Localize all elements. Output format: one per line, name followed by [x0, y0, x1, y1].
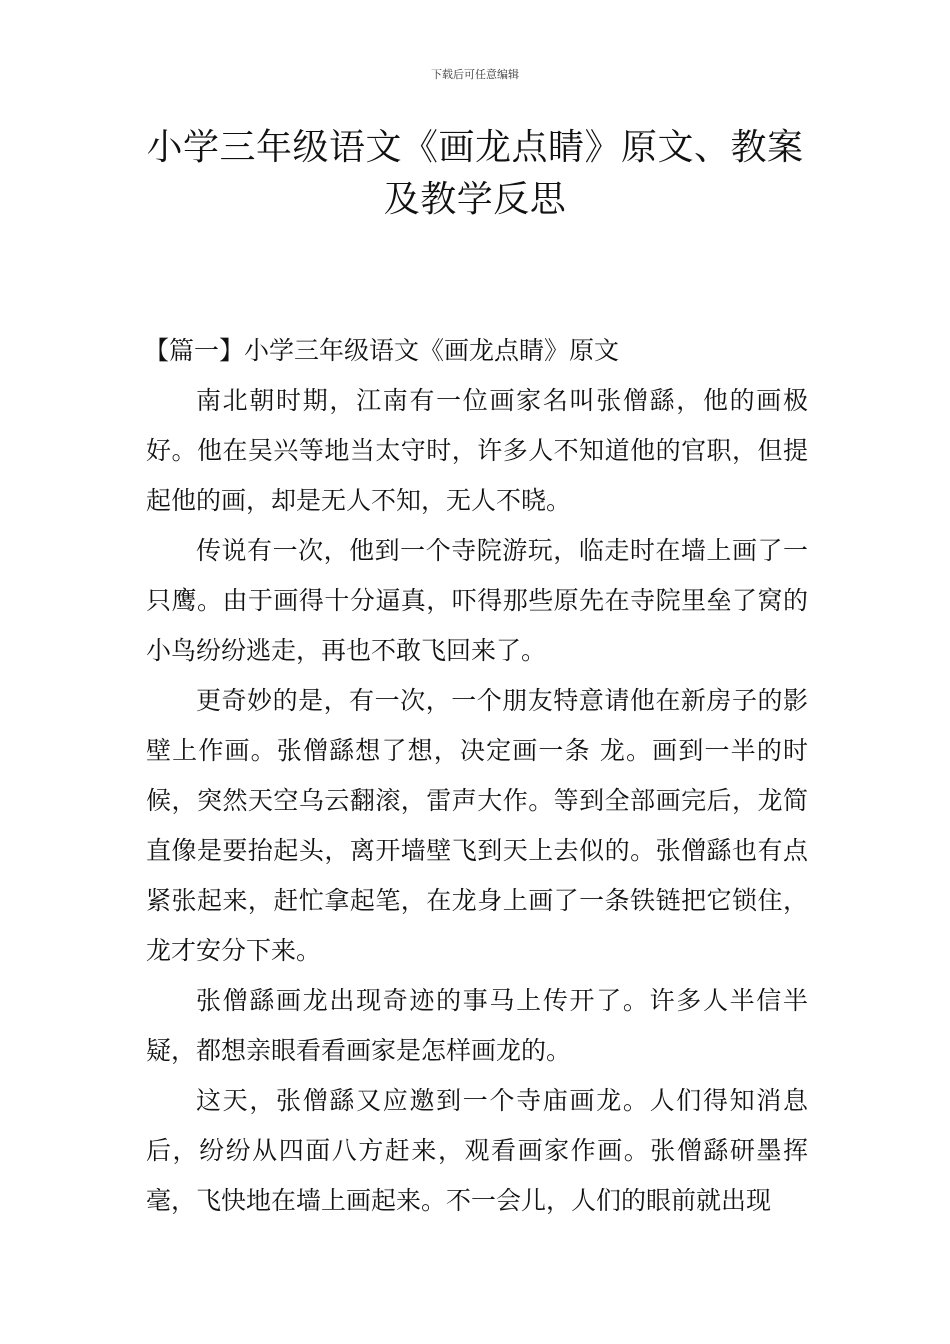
title-line-2: 及教学反思	[383, 179, 567, 220]
section-heading: 【篇一】小学三年级语文《画龙点睛》原文	[144, 336, 620, 365]
paragraph: 这天，张僧繇又应邀到一个寺庙画龙。人们得知消息后，纷纷从四面八方赶来，观看画家作画。张僧繇研墨挥毫，飞快地在墙上画起来。不一会儿，人们的眼前就出现	[146, 1086, 808, 1215]
paragraph: 南北朝时期，江南有一位画家名叫张僧繇，他的画极好。他在吴兴等地当太守时，许多人不知道他的官职，但提起他的画，却是无人不知，无人不晓。	[146, 386, 808, 515]
header-note: 下载后可任意编辑	[431, 68, 519, 81]
document-body	[146, 326, 808, 1226]
title-line-1: 小学三年级语文《画龙点睛》原文、教案	[146, 127, 804, 168]
document-title	[120, 122, 830, 226]
paragraph: 张僧繇画龙出现奇迹的事马上传开了。许多人半信半疑，都想亲眼看看画家是怎样画龙的。	[146, 986, 808, 1065]
paragraph: 更奇妙的是，有一次，一个朋友特意请他在新房子的影壁上作画。张僧繇想了想，决定画一条 龙。画到一半的时候，突然天空乌云翻滚，雷声大作。等到全部画完后，龙简直像是要抬起头，离开墙壁飞到天上去似的。张僧繇也有点紧张起来，赶忙拿起笔，在龙身上画了一条铁链把它锁住，龙才安分下来。	[146, 686, 808, 965]
paragraph: 传说有一次，他到一个寺院游玩，临走时在墙上画了一只鹰。由于画得十分逼真，吓得那些原先在寺院里垒了窝的小鸟纷纷逃走，再也不敢飞回来了。	[146, 536, 808, 665]
